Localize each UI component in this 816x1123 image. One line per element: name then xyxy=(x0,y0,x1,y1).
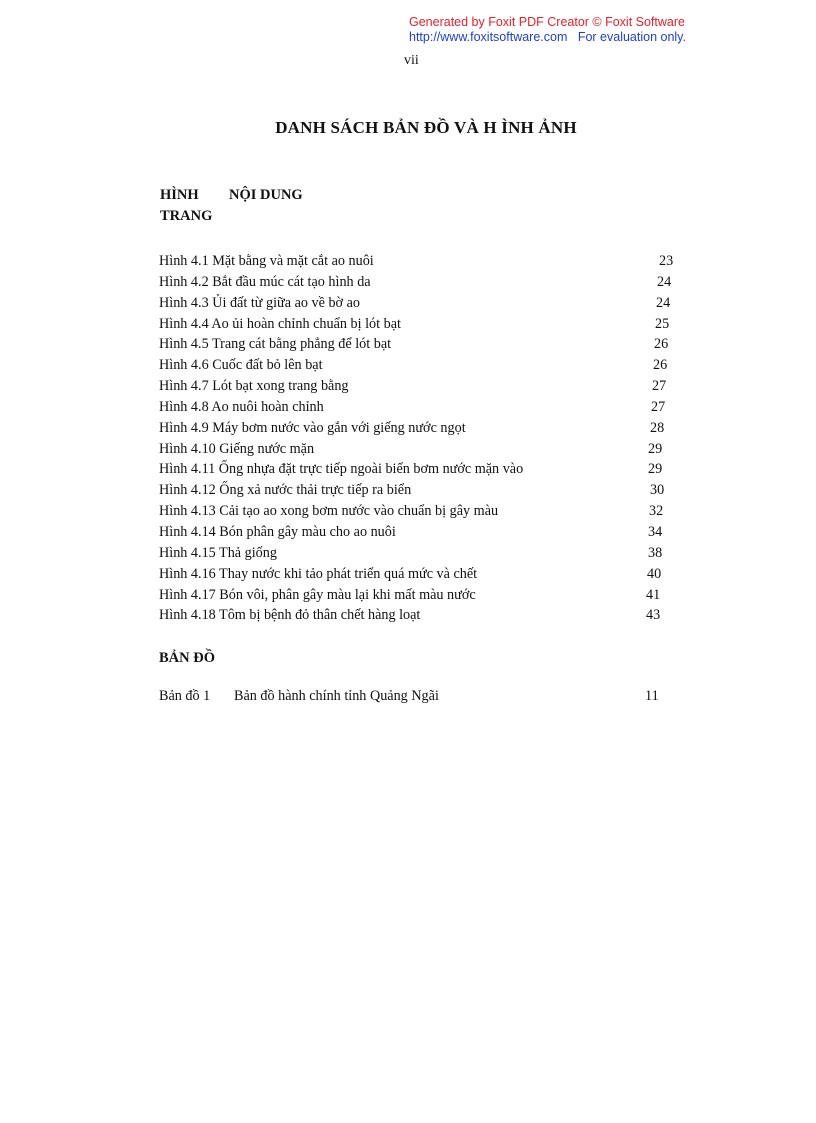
figure-label: Hình 4.17 Bón vôi, phân gây màu lại khi mất màu nước xyxy=(159,586,476,603)
list-item xyxy=(159,334,679,355)
figure-label: Hình 4.12 Ống xả nước thải trực tiếp ra biển xyxy=(159,482,412,499)
column-header-figure: HÌNH xyxy=(160,187,199,203)
figure-label: Hình 4.7 Lót bạt xong trang bằng xyxy=(159,378,349,395)
figure-label: Hình 4.2 Bắt đầu múc cát tạo hình da xyxy=(159,273,371,290)
list-item xyxy=(159,314,679,335)
list-item xyxy=(159,585,679,606)
figure-list xyxy=(159,251,679,626)
figure-label: Hình 4.6 Cuốc đất bỏ lên bạt xyxy=(159,357,323,374)
watermark-note: For evaluation only. xyxy=(577,30,686,44)
figure-page: 27 xyxy=(652,378,667,395)
list-item xyxy=(159,439,679,460)
figure-label: Hình 4.1 Mặt bằng và mặt cắt ao nuôi xyxy=(159,253,374,269)
figure-page: 41 xyxy=(646,586,661,603)
figure-page: 38 xyxy=(648,544,663,561)
maps-heading: BẢN ĐỒ xyxy=(159,650,215,666)
pdf-creator-watermark xyxy=(409,15,709,45)
figure-page: 30 xyxy=(650,482,665,499)
list-item xyxy=(159,355,679,376)
list-item xyxy=(159,272,679,293)
page-number: vii xyxy=(404,53,419,68)
figure-label: Hình 4.13 Cải tạo ao xong bơm nước vào chuẩn bị gây màu xyxy=(159,503,499,520)
list-item xyxy=(159,459,679,480)
map-label: Bản đồ hành chính tỉnh Quảng Ngãi xyxy=(234,688,439,704)
list-item xyxy=(159,543,679,564)
list-item xyxy=(159,397,679,418)
figure-page: 29 xyxy=(648,440,663,457)
figure-label: Hình 4.5 Trang cát bằng phẳng để lót bạt xyxy=(159,336,392,353)
figure-page: 40 xyxy=(647,565,662,582)
list-item xyxy=(159,251,679,272)
figure-label: Hình 4.11 Ống nhựa đặt trực tiếp ngoài biển bơm nước mặn vào xyxy=(159,461,524,478)
figure-page: 24 xyxy=(657,273,672,290)
figure-page: 32 xyxy=(649,503,664,520)
figure-label: Hình 4.14 Bón phân gây màu cho ao nuôi xyxy=(159,523,396,540)
watermark-line2 xyxy=(409,30,709,45)
list-item xyxy=(159,605,679,626)
watermark-url: http://www.foxitsoftware.com xyxy=(409,30,568,44)
list-item xyxy=(159,522,679,543)
list-item xyxy=(159,564,679,585)
list-item xyxy=(159,293,679,314)
map-page: 11 xyxy=(645,688,659,704)
list-item xyxy=(159,480,679,501)
figure-label: Hình 4.10 Giếng nước mặn xyxy=(159,440,315,457)
watermark-line1: Generated by Foxit PDF Creator © Foxit Software xyxy=(409,15,685,29)
list-item xyxy=(159,376,679,397)
list-item xyxy=(159,418,679,439)
figure-label: Hình 4.18 Tôm bị bệnh đỏ thân chết hàng loạt xyxy=(159,607,421,624)
column-header-page: TRANG xyxy=(160,208,213,224)
page-title: DANH SÁCH BẢN ĐỒ VÀ H ÌNH ẢNH xyxy=(275,118,577,137)
figure-page: 34 xyxy=(648,523,663,540)
column-header-content: NỘI DUNG xyxy=(229,187,303,203)
figure-page: 27 xyxy=(651,398,666,415)
figure-label: Hình 4.9 Máy bơm nước vào gắn với giếng nước ngọt xyxy=(159,419,466,436)
figure-page: 29 xyxy=(648,461,663,478)
figure-page: 26 xyxy=(654,336,669,353)
figure-page: 28 xyxy=(650,419,665,436)
figure-page: 43 xyxy=(646,607,661,624)
figure-label: Hình 4.3 Ủi đất từ giữa ao về bờ ao xyxy=(159,294,360,311)
figure-page: 25 xyxy=(655,315,670,332)
figure-label: Hình 4.4 Ao ủi hoàn chỉnh chuẩn bị lót bạt xyxy=(159,315,401,332)
list-item xyxy=(159,501,679,522)
figure-page: 26 xyxy=(653,357,668,374)
figure-page: 24 xyxy=(656,294,671,311)
map-number: Bản đồ 1 xyxy=(159,688,211,704)
figure-label: Hình 4.8 Ao nuôi hoàn chỉnh xyxy=(159,398,324,415)
figure-page: 23 xyxy=(659,253,674,269)
figure-label: Hình 4.16 Thay nước khi tảo phát triển quá mức và chết xyxy=(159,565,478,582)
figure-label: Hình 4.15 Thả giống xyxy=(159,544,277,561)
